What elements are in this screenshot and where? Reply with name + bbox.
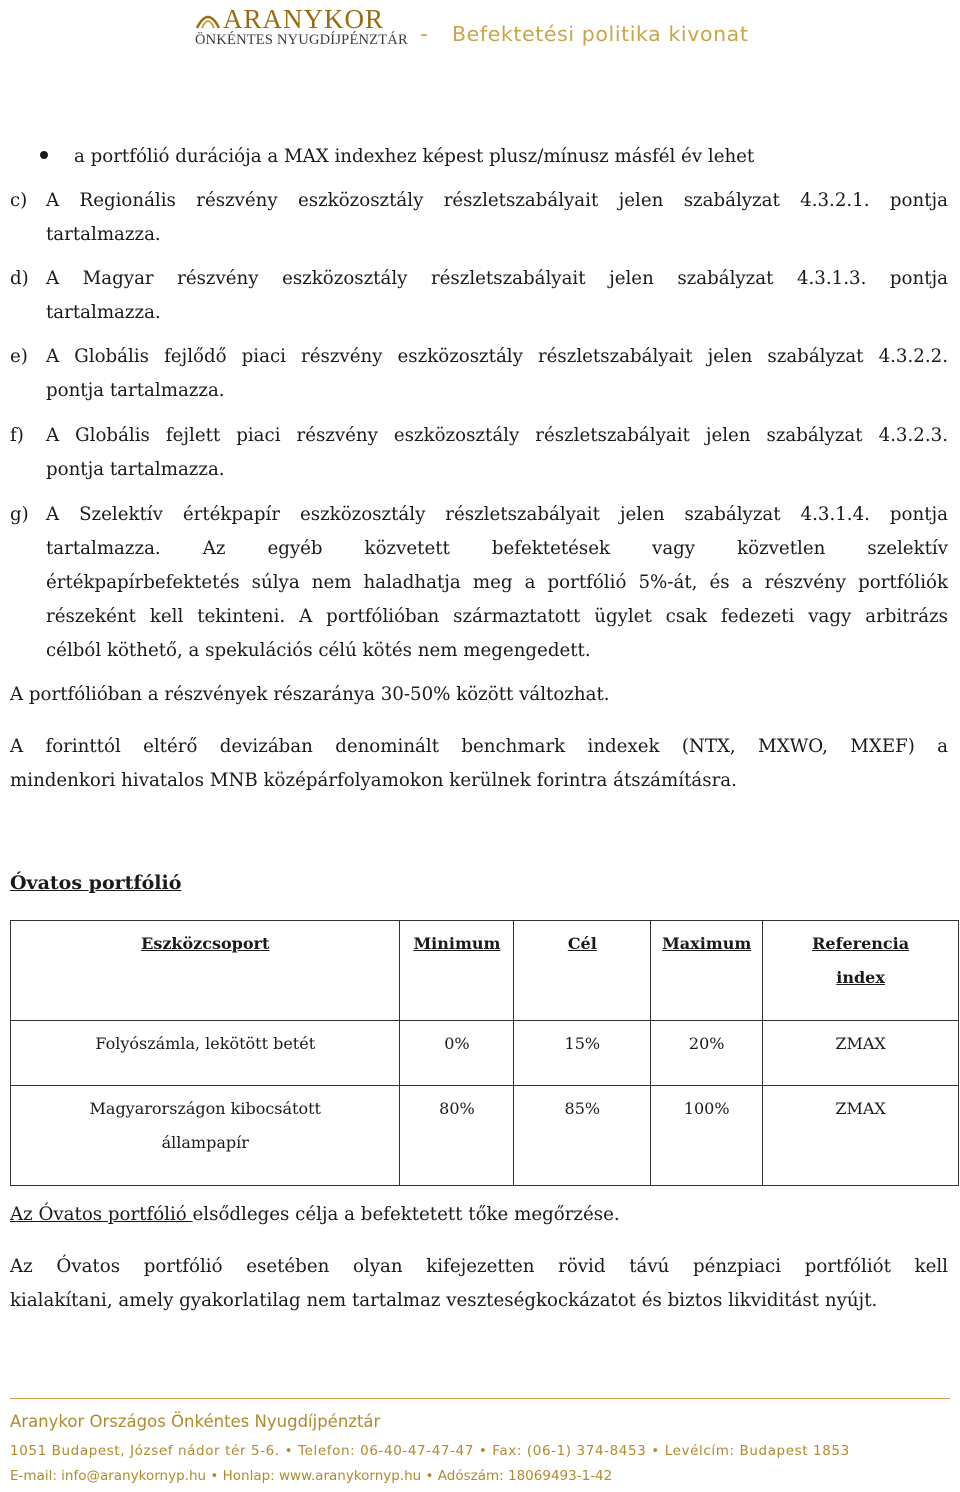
item-text-line: részeként kell tekinteni. A portfólióban származtatott ügylet csak fedezeti vagy arbitrázs xyxy=(46,606,948,627)
closing-line: Az Óvatos portfólió esetében olyan kifejezetten rövid távú pénzpiaci portfóliót kell xyxy=(10,1256,948,1277)
item-label: c) xyxy=(10,190,28,211)
closing-line: kialakítani, amely gyakorlatilag nem tartalmaz veszteségkockázatot és biztos likviditást nyújt. xyxy=(10,1290,878,1311)
col-header-maximum: Maximum xyxy=(651,921,763,1021)
item-text-line: pontja tartalmazza. xyxy=(46,459,225,480)
item-label: f) xyxy=(10,425,24,446)
aranykor-logo xyxy=(195,4,425,52)
cell-min: 0% xyxy=(400,1021,514,1086)
cell-min: 80% xyxy=(400,1086,514,1186)
item-label: e) xyxy=(10,346,28,367)
cell-target: 85% xyxy=(514,1086,651,1186)
fx-line: mindenkori hivatalos MNB középárfolyamokon kerülnek forintra átszámításra. xyxy=(10,770,737,791)
table-row xyxy=(11,1021,959,1086)
fx-paragraph xyxy=(10,730,948,798)
cell-text: Magyarországon kibocsátott xyxy=(89,1099,321,1118)
footer-org: Aranykor Országos Önkéntes Nyugdíjpénztár xyxy=(10,1412,381,1431)
table-row xyxy=(11,1086,959,1186)
header-separator: - xyxy=(420,22,428,47)
item-text-line: A Magyar részvény eszközosztály részletszabályait jelen szabályzat 4.3.1.3. pontja xyxy=(46,268,948,289)
item-d xyxy=(10,262,948,330)
header-text: Referencia xyxy=(812,934,910,953)
cell-text: állampapír xyxy=(161,1133,249,1152)
closing-paragraph xyxy=(10,1250,948,1318)
footer-divider xyxy=(10,1398,950,1399)
item-text-line: pontja tartalmazza. xyxy=(46,380,225,401)
item-text-line: tartalmazza. Az egyéb közvetett befektetések vagy közvetlen szelektív xyxy=(46,538,948,559)
footer-contact: 1051 Budapest, József nádor tér 5-6. • Telefon: 06-40-47-47-47 • Fax: (06-1) 374-8453 • Levélcím: Budapest 1853 xyxy=(10,1443,850,1459)
logo-name: ARANYKOR xyxy=(223,4,385,34)
table-header-row xyxy=(11,921,959,1021)
col-header-minimum: Minimum xyxy=(400,921,514,1021)
item-label: d) xyxy=(10,268,29,289)
item-text-line: értékpapírbefektetés súlya nem haladhatja meg a portfólió 5%-át, és a részvény portfóliók xyxy=(46,572,948,593)
goal-rest: elsődleges célja a befektetett tőke megőrzése. xyxy=(192,1204,620,1225)
item-c xyxy=(10,184,948,252)
col-header-asset-group: Eszközcsoport xyxy=(11,921,400,1021)
item-text-line: tartalmazza. xyxy=(46,224,161,245)
goal-underlined: Az Óvatos portfólió xyxy=(10,1204,193,1225)
item-text-line: tartalmazza. xyxy=(46,302,161,323)
logo-subtitle: ÖNKÉNTES NYUGDÍJPÉNZTÁR xyxy=(195,32,408,48)
item-text-line: A Szelektív értékpapír eszközosztály részletszabályait jelen szabályzat 4.3.1.4. pontja xyxy=(46,504,948,525)
item-g xyxy=(10,498,948,668)
duration-bullet xyxy=(40,140,754,174)
bullet-text: a portfólió durációja a MAX indexhez képest plusz/mínusz másfél év lehet xyxy=(74,146,755,167)
page-header xyxy=(0,0,960,60)
item-text-line: A Globális fejlődő piaci részvény eszközosztály részletszabályait jelen szabályzat 4.3.2.2. xyxy=(46,346,948,367)
header-title: Befektetési politika kivonat xyxy=(452,22,749,46)
cell-ref: ZMAX xyxy=(763,1086,959,1186)
section-title: Óvatos portfólió xyxy=(10,872,182,894)
goal-paragraph xyxy=(10,1198,948,1232)
cell-max: 20% xyxy=(651,1021,763,1086)
item-f xyxy=(10,419,948,487)
bullet-dot-icon xyxy=(40,151,48,159)
item-label: g) xyxy=(10,504,29,525)
cell-group xyxy=(11,1086,400,1186)
allocation-table xyxy=(10,920,959,1186)
cell-group: Folyószámla, lekötött betét xyxy=(11,1021,400,1086)
item-e xyxy=(10,340,948,408)
item-text-line: A Globális fejlett piaci részvény eszközosztály részletszabályait jelen szabályzat 4.3.2.3. xyxy=(46,425,948,446)
cell-target: 15% xyxy=(514,1021,651,1086)
footer-web: E-mail: info@aranykornyp.hu • Honlap: www.aranykornyp.hu • Adószám: 18069493-1-42 xyxy=(10,1468,613,1484)
item-text-line: A Regionális részvény eszközosztály részletszabályait jelen szabályzat 4.3.2.1. pontja xyxy=(46,190,948,211)
cell-ref: ZMAX xyxy=(763,1021,959,1086)
fx-line: A forinttól eltérő devizában denominált benchmark indexek (NTX, MXWO, MXEF) a xyxy=(10,736,948,757)
col-header-reference-index xyxy=(763,921,959,1021)
col-header-target: Cél xyxy=(514,921,651,1021)
logo-emblem-icon xyxy=(195,6,221,30)
cell-max: 100% xyxy=(651,1086,763,1186)
equity-share-paragraph: A portfólióban a részvények részaránya 30-50% között változhat. xyxy=(10,684,610,705)
header-text: index xyxy=(836,968,885,987)
item-text-line: célból köthető, a spekulációs célú kötés nem megengedett. xyxy=(46,640,591,661)
